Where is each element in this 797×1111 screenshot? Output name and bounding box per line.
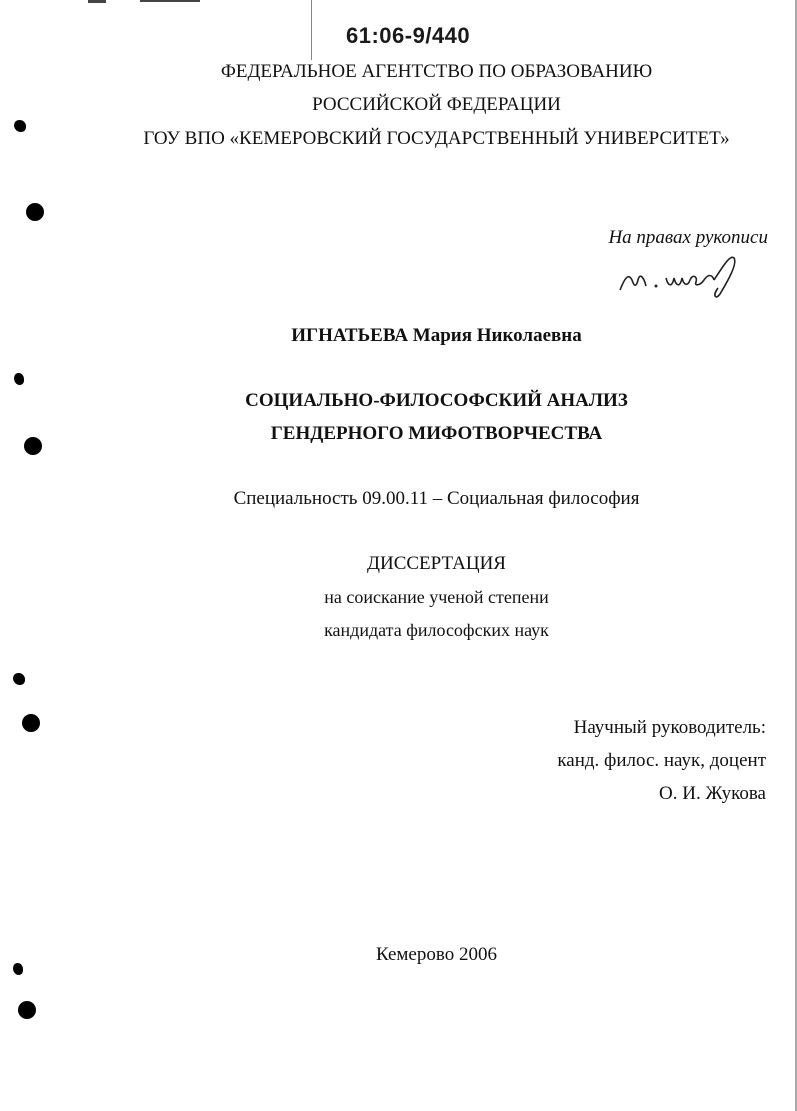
org-line-federation: РОССИЙСКОЙ ФЕДЕРАЦИИ	[312, 94, 561, 115]
library-stamp-code: 61:06-9/440	[346, 23, 471, 48]
binder-hole	[18, 1001, 36, 1019]
binder-hole	[22, 714, 40, 732]
dissertation-title-line-1: СОЦИАЛЬНО-ФИЛОСОФСКИЙ АНАЛИЗ	[245, 390, 628, 411]
margin-speck	[13, 673, 25, 685]
manuscript-rights-note: На правах рукописи	[608, 227, 768, 248]
margin-speck	[14, 120, 26, 132]
dissertation-heading: ДИССЕРТАЦИЯ	[367, 553, 506, 574]
author-signature	[614, 250, 744, 300]
binder-hole	[26, 203, 44, 221]
degree-line-2: кандидата философских наук	[324, 620, 549, 640]
org-line-agency: ФЕДЕРАЛЬНОЕ АГЕНТСТВО ПО ОБРАЗОВАНИЮ	[220, 61, 653, 82]
specialty-line: Специальность 09.00.11 – Социальная философия	[233, 488, 640, 509]
margin-speck	[14, 373, 24, 385]
author-name: ИГНАТЬЕВА Мария Николаевна	[291, 325, 582, 346]
degree-line-1: на соискание ученой степени	[324, 587, 549, 607]
place-and-year: Кемерово 2006	[376, 944, 497, 965]
supervisor-degree: канд. филос. наук, доцент	[557, 750, 766, 771]
supervisor-label: Научный руководитель:	[573, 717, 766, 738]
margin-speck	[13, 963, 23, 975]
scan-mark-top-left	[88, 0, 106, 3]
scan-mark-top-center	[140, 0, 200, 2]
dissertation-title-line-2: ГЕНДЕРНОГО МИФОТВОРЧЕСТВА	[270, 423, 603, 444]
supervisor-name: О. И. Жукова	[659, 783, 766, 804]
scan-vertical-line	[311, 0, 312, 60]
org-line-university: ГОУ ВПО «КЕМЕРОВСКИЙ ГОСУДАРСТВЕННЫЙ УНИВЕРСИТЕТ»	[143, 128, 730, 149]
